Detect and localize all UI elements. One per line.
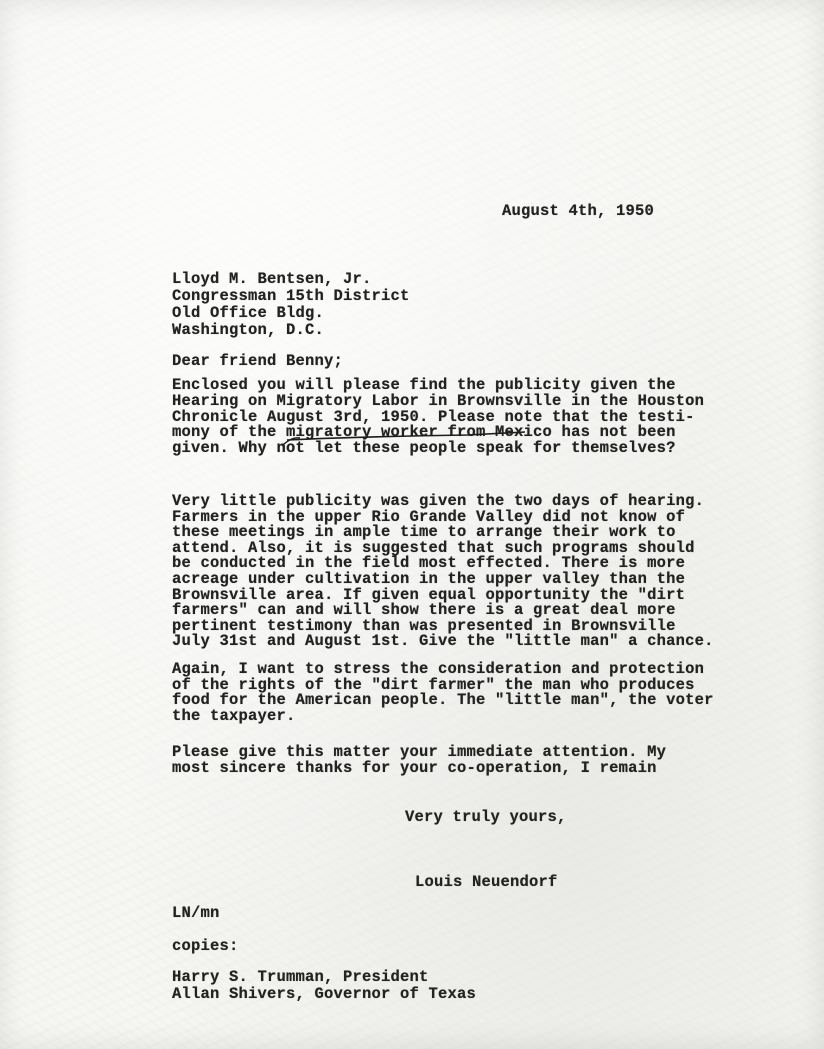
recipient-line: Lloyd M. Bentsen, Jr. bbox=[172, 270, 372, 288]
paragraph-line: Enclosed you will please find the publicity given the bbox=[172, 376, 676, 394]
signature-name: Louis Neuendorf bbox=[415, 873, 558, 891]
copy-recipient: Allan Shivers, Governor of Texas bbox=[172, 985, 477, 1003]
body-paragraph-3 bbox=[172, 662, 772, 724]
recipient-line: Congressman 15th District bbox=[172, 287, 410, 305]
salutation: Dear friend Benny; bbox=[172, 352, 344, 370]
paragraph-line: these meetings in ample time to arrange their work to bbox=[172, 523, 676, 542]
paragraph-line: farmers" can and will show there is a great deal more bbox=[172, 601, 676, 620]
paragraph-line: be conducted in the field most effected. There is more bbox=[172, 554, 686, 573]
paragraph-line: the taxpayer. bbox=[172, 706, 296, 725]
paragraph-line: attend. Also, it is suggested that such programs should bbox=[172, 538, 695, 557]
paragraph-line: Brownsville area. If given equal opportunity the "dirt bbox=[172, 585, 686, 604]
paragraph-line: most sincere thanks for your co-operation, I remain bbox=[172, 758, 657, 777]
copies-label: copies: bbox=[172, 937, 239, 955]
paragraph-line: Very little publicity was given the two days of hearing. bbox=[172, 492, 705, 510]
paragraph-line: of the rights of the "dirt farmer" the man who produces bbox=[172, 675, 695, 694]
paragraph-line: Chronicle August 3rd, 1950. Please note that the testi- bbox=[172, 407, 695, 426]
paragraph-line: Please give this matter your immediate attention. My bbox=[172, 743, 667, 761]
body-paragraph-2 bbox=[172, 494, 772, 650]
paragraph-line: July 31st and August 1st. Give the "little man" a chance. bbox=[172, 632, 714, 651]
paragraph-line: Farmers in the upper Rio Grande Valley did not know of bbox=[172, 507, 686, 526]
typist-initials: LN/mn bbox=[172, 904, 220, 922]
paragraph-line: pertinent testimony than was presented in Brownsville bbox=[172, 616, 676, 635]
paragraph-line: mony of the migratory worker from Mexico has not been bbox=[172, 423, 676, 442]
recipient-line: Washington, D.C. bbox=[172, 321, 325, 339]
paragraph-line: food for the American people. The "little man", the voter bbox=[172, 691, 714, 710]
recipient-line: Old Office Bldg. bbox=[172, 304, 325, 322]
paragraph-line: acreage under cultivation in the upper valley than the bbox=[172, 569, 686, 588]
copy-recipient: Harry S. Trumman, President bbox=[172, 968, 429, 986]
closing: Very truly yours, bbox=[405, 808, 567, 826]
letter-date: August 4th, 1950 bbox=[502, 202, 655, 220]
paragraph-line: Again, I want to stress the consideration and protection bbox=[172, 660, 705, 678]
paragraph-line: Hearing on Migratory Labor in Brownsville in the Houston bbox=[172, 391, 705, 410]
paragraph-line: given. Why not let these people speak for themselves? bbox=[172, 439, 676, 458]
body-paragraph-1 bbox=[172, 378, 772, 457]
body-paragraph-4 bbox=[172, 745, 772, 776]
